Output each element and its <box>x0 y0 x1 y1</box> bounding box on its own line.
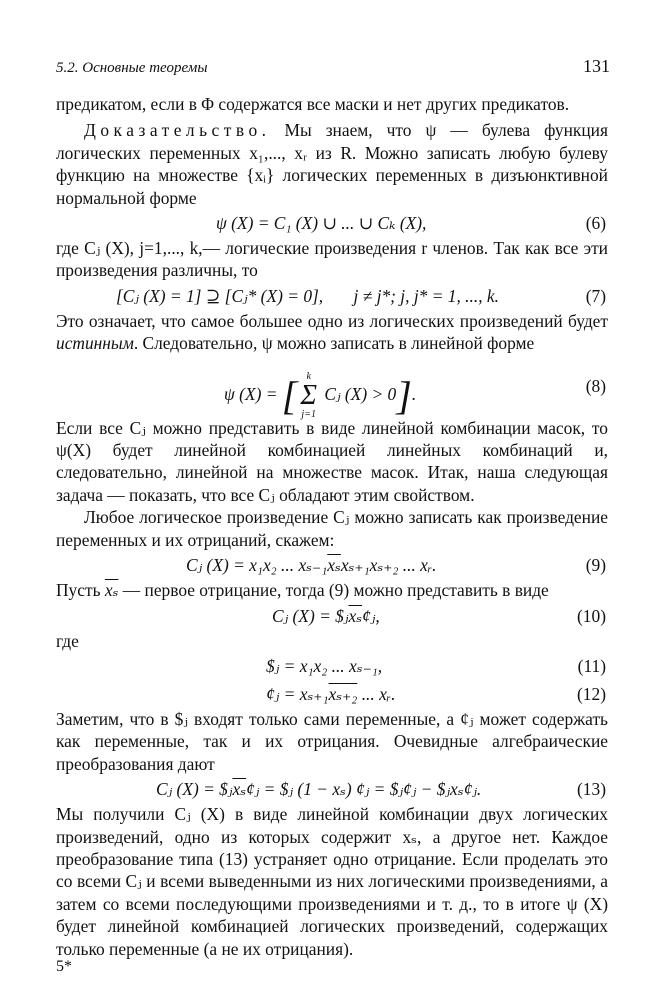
paragraph-3: где Cⱼ (X), j=1,..., k,— логические произведения r членов. Так как все эти произведения различны, то <box>56 238 608 281</box>
equation-7-formula: [Cⱼ (X) = 1] ⊇ [Cⱼ* (X) = 0], j ≠ j*; j, j* = 1, ..., k. <box>116 285 499 306</box>
paragraph-5: Если все Cⱼ можно представить в виде линейной комбинации масок, то ψ(X) будет линейной комбинацией линейных комбинаций и, следовательно, линейной на множестве масок. Итак, наша следующая задача — показать, что все Cⱼ обладают этим свойством. <box>56 417 608 505</box>
paragraph-4-emphasis: истинным <box>56 333 134 354</box>
negated-variable: $\overline{x_s}$ <box>232 779 247 800</box>
paragraph-2-text: Мы знаем, что ψ — булева функция логических переменных x₁,..., xᵣ из R. Можно записать любую булеву функцию на множестве {xᵢ} логических переменных в дизъюнктивной нормальной форме <box>56 120 608 208</box>
equation-9-part-a: Cⱼ (X) = x₁x₂ ... xₛ₋₁ <box>186 555 328 576</box>
equation-9-formula <box>186 551 437 579</box>
equation-10-number: (10) <box>577 605 606 626</box>
right-bracket: ] <box>396 372 412 418</box>
paragraph-6: Любое логическое произведение Cⱼ можно записать как произведение переменных и их отрицаний, скажем: <box>56 507 608 550</box>
negated-variable: xₛ₊₂ <box>328 683 358 704</box>
proof-heading: Доказательство. <box>84 120 271 141</box>
equation-10 <box>56 602 608 630</box>
equation-11-formula: $ⱼ = x₁x₂ ... xₛ₋₁, <box>266 655 383 676</box>
equation-12-part-a: ¢ⱼ = xₛ₊₁ <box>266 683 329 704</box>
equation-11 <box>56 652 608 680</box>
equation-12-number: (12) <box>577 683 606 704</box>
equation-12-part-c: ... xᵣ. <box>357 683 396 704</box>
equation-8-number: (8) <box>585 375 606 396</box>
paragraph-8: Заметим, что в $ⱼ входят только сами переменные, а ¢ⱼ может содержать как переменные, так и их отрицания. Очевидные алгебраические преобразования дают <box>56 708 608 774</box>
sum-sign: k Σ j=1 <box>300 370 318 420</box>
equation-13-formula <box>156 775 481 803</box>
equation-12 <box>56 680 608 708</box>
equation-10-formula <box>272 602 380 630</box>
equation-8-body: Cⱼ (X) > 0 <box>324 383 397 404</box>
negated-variable: $\overline{x_s}$ <box>327 555 341 576</box>
equation-8-tail: . <box>411 383 417 404</box>
sum-lower-limit: j=1 <box>301 408 316 420</box>
equation-11-number: (11) <box>577 655 606 676</box>
left-bracket: [ <box>281 372 298 418</box>
negated-variable: $\overline{x_s}$ <box>348 605 363 626</box>
paragraph-4-text-a: Это означает, что самое большее одно из логических произведений будет <box>56 310 608 331</box>
paragraph-2 <box>56 119 608 209</box>
equation-6 <box>56 209 608 237</box>
negated-variable: $\overline{x_s}$ <box>104 580 119 601</box>
equation-7 <box>56 282 608 310</box>
equation-8 <box>56 355 608 420</box>
signature-mark: 5* <box>56 958 72 975</box>
paragraph-1: предикатом, если в Φ содержатся все маски и нет других предикатов. <box>56 94 570 114</box>
equation-10-part-c: ¢ⱼ, <box>362 605 380 626</box>
equation-13-part-c: ¢ⱼ = $ⱼ (1 − xₛ) ¢ⱼ = $ⱼ¢ⱼ − $ⱼxₛ¢ⱼ. <box>246 779 482 800</box>
equation-7-number: (7) <box>585 285 606 306</box>
paragraph-7-text-b: — первое отрицание, тогда (9) можно представить в виде <box>118 580 549 601</box>
equation-13 <box>56 775 608 803</box>
equation-6-formula: ψ (X) = C₁ (X) ∪ ... ∪ Cₖ (X), <box>216 213 427 234</box>
equation-9-number: (9) <box>585 555 606 576</box>
paragraph-7 <box>56 579 608 601</box>
where-label: где <box>56 630 79 651</box>
paragraph-4 <box>56 310 608 355</box>
equation-13-part-a: Cⱼ (X) = $ⱼ <box>156 779 233 800</box>
equation-9 <box>56 551 608 579</box>
sum-upper-limit: k <box>306 370 311 382</box>
section-title: 5.2. Основные теоремы <box>56 60 208 76</box>
equation-8-formula <box>224 372 416 420</box>
paragraph-9: Мы получили Cⱼ (X) в виде линейной комбинации двух логических произведений, одно из которых содержит xₛ, а другое нет. Каждое преобразование типа (13) устраняет одно отрицание. Если проделать это со всеми Cⱼ и всеми выведенными из них логическими произведениями, а затем со всеми последующими произведениями и т. д., то в итоге ψ (X) будет линейной комбинацией логических произведений, содержащих только переменные (а не их отрицания). <box>56 804 608 959</box>
equation-6-number: (6) <box>585 213 606 234</box>
equation-13-number: (13) <box>577 779 606 800</box>
page-body <box>56 93 608 960</box>
equation-9-part-c: xₛ₊₁ <box>340 555 370 576</box>
page-number: 131 <box>583 56 610 76</box>
equation-8-lhs: ψ (X) = <box>224 383 278 404</box>
paragraph-7-text-a: Пусть <box>56 580 105 601</box>
equation-12-formula <box>266 680 395 708</box>
equation-10-part-a: Cⱼ (X) = $ⱼ <box>272 605 349 626</box>
equation-9-part-d: xₛ₊₂ ... xᵣ. <box>369 555 437 576</box>
paragraph-4-text-b: . Следовательно, ψ можно записать в линейной форме <box>133 333 535 354</box>
running-header <box>56 54 610 80</box>
